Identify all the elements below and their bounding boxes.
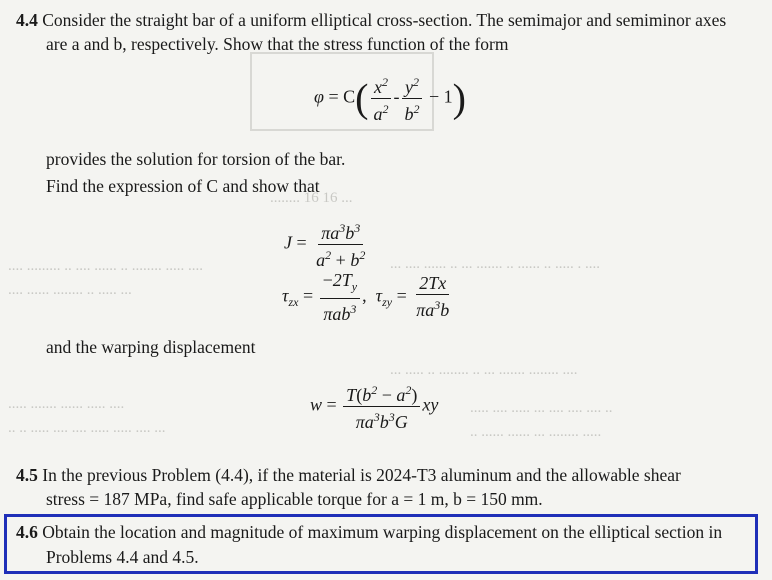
problem-text: Obtain the location and magnitude of maximum warping displacement on the elliptical section in xyxy=(42,522,723,542)
problem-4-4-line1 xyxy=(16,9,726,31)
problem-number: 4.4 xyxy=(16,10,38,30)
bleed-through-text: ..... ....... ...... ..... .... xyxy=(8,396,125,412)
problem-number: 4.6 xyxy=(16,522,38,542)
bleed-through-text: .... ......... .. .... ...... .. ........ ..... .... xyxy=(8,258,203,274)
bleed-through-text: ........ 16 16 ... xyxy=(270,190,353,206)
bleed-through-text: .... ...... ........ .. ..... ... xyxy=(8,282,132,298)
bleed-through-text: .. .. ..... .... .... ..... ..... .... ... xyxy=(8,420,166,436)
bleed-through-text: ... ..... .. ........ .. ... ....... ........ .... xyxy=(390,362,578,378)
torsion-constant-equation: J = $\frac{\pi a^3b^3}{a^2 + b^2}$ xyxy=(284,218,370,271)
shear-stress-equations: $\tau_{zx}$ = $\frac{-2T_y}{\pi ab^3}$ , $\tau_{zy}$ = $\frac{2Tx}{\pi a^3b}$ xyxy=(282,270,450,324)
problem-4-6-line2 xyxy=(46,546,199,568)
bleed-through-text: ... .... ...... .. ... ....... .. ...... .. ..... . .... xyxy=(390,256,600,272)
problem-text: are a and b, respectively. Show that the stress function of the form xyxy=(46,34,509,54)
bleed-through-text: .. ...... ...... ... ........ ..... xyxy=(470,424,602,440)
problem-text: provides the solution for torsion of the bar. xyxy=(46,149,346,169)
stress-function-equation: φ = C( $\frac{x^2}{a^2}$ - $\frac{y^2}{b^2}$ − 1) xyxy=(314,72,466,125)
problem-text: Consider the straight bar of a uniform elliptical cross-section. The semimajor and semiminor axes xyxy=(42,10,727,30)
warping-displacement-equation: w = $\frac{T(b^2 - a^2)}{\pi a^3b^3G}$ xy xyxy=(310,380,438,433)
problem-4-4-line2 xyxy=(46,33,508,55)
problem-4-4-line5 xyxy=(46,336,255,358)
problem-text: In the previous Problem (4.4), if the material is 2024-T3 aluminum and the allowable shear xyxy=(42,465,681,485)
problem-text: stress = 187 MPa, find safe applicable torque for a = 1 m, b = 150 mm. xyxy=(46,489,543,509)
problem-4-4-line3 xyxy=(46,148,345,170)
problem-number: 4.5 xyxy=(16,465,38,485)
problem-text: and the warping displacement xyxy=(46,337,256,357)
problem-text: Problems 4.4 and 4.5. xyxy=(46,547,199,567)
problem-4-5-line1 xyxy=(16,464,681,486)
bleed-through-text: ..... .... ..... ... .... .... .... .. xyxy=(470,400,613,416)
problem-text: Find the expression of C and show that xyxy=(46,176,320,196)
problem-4-6-line1 xyxy=(16,521,722,543)
problem-4-5-line2 xyxy=(46,488,543,510)
problem-4-4-line4 xyxy=(46,175,320,197)
